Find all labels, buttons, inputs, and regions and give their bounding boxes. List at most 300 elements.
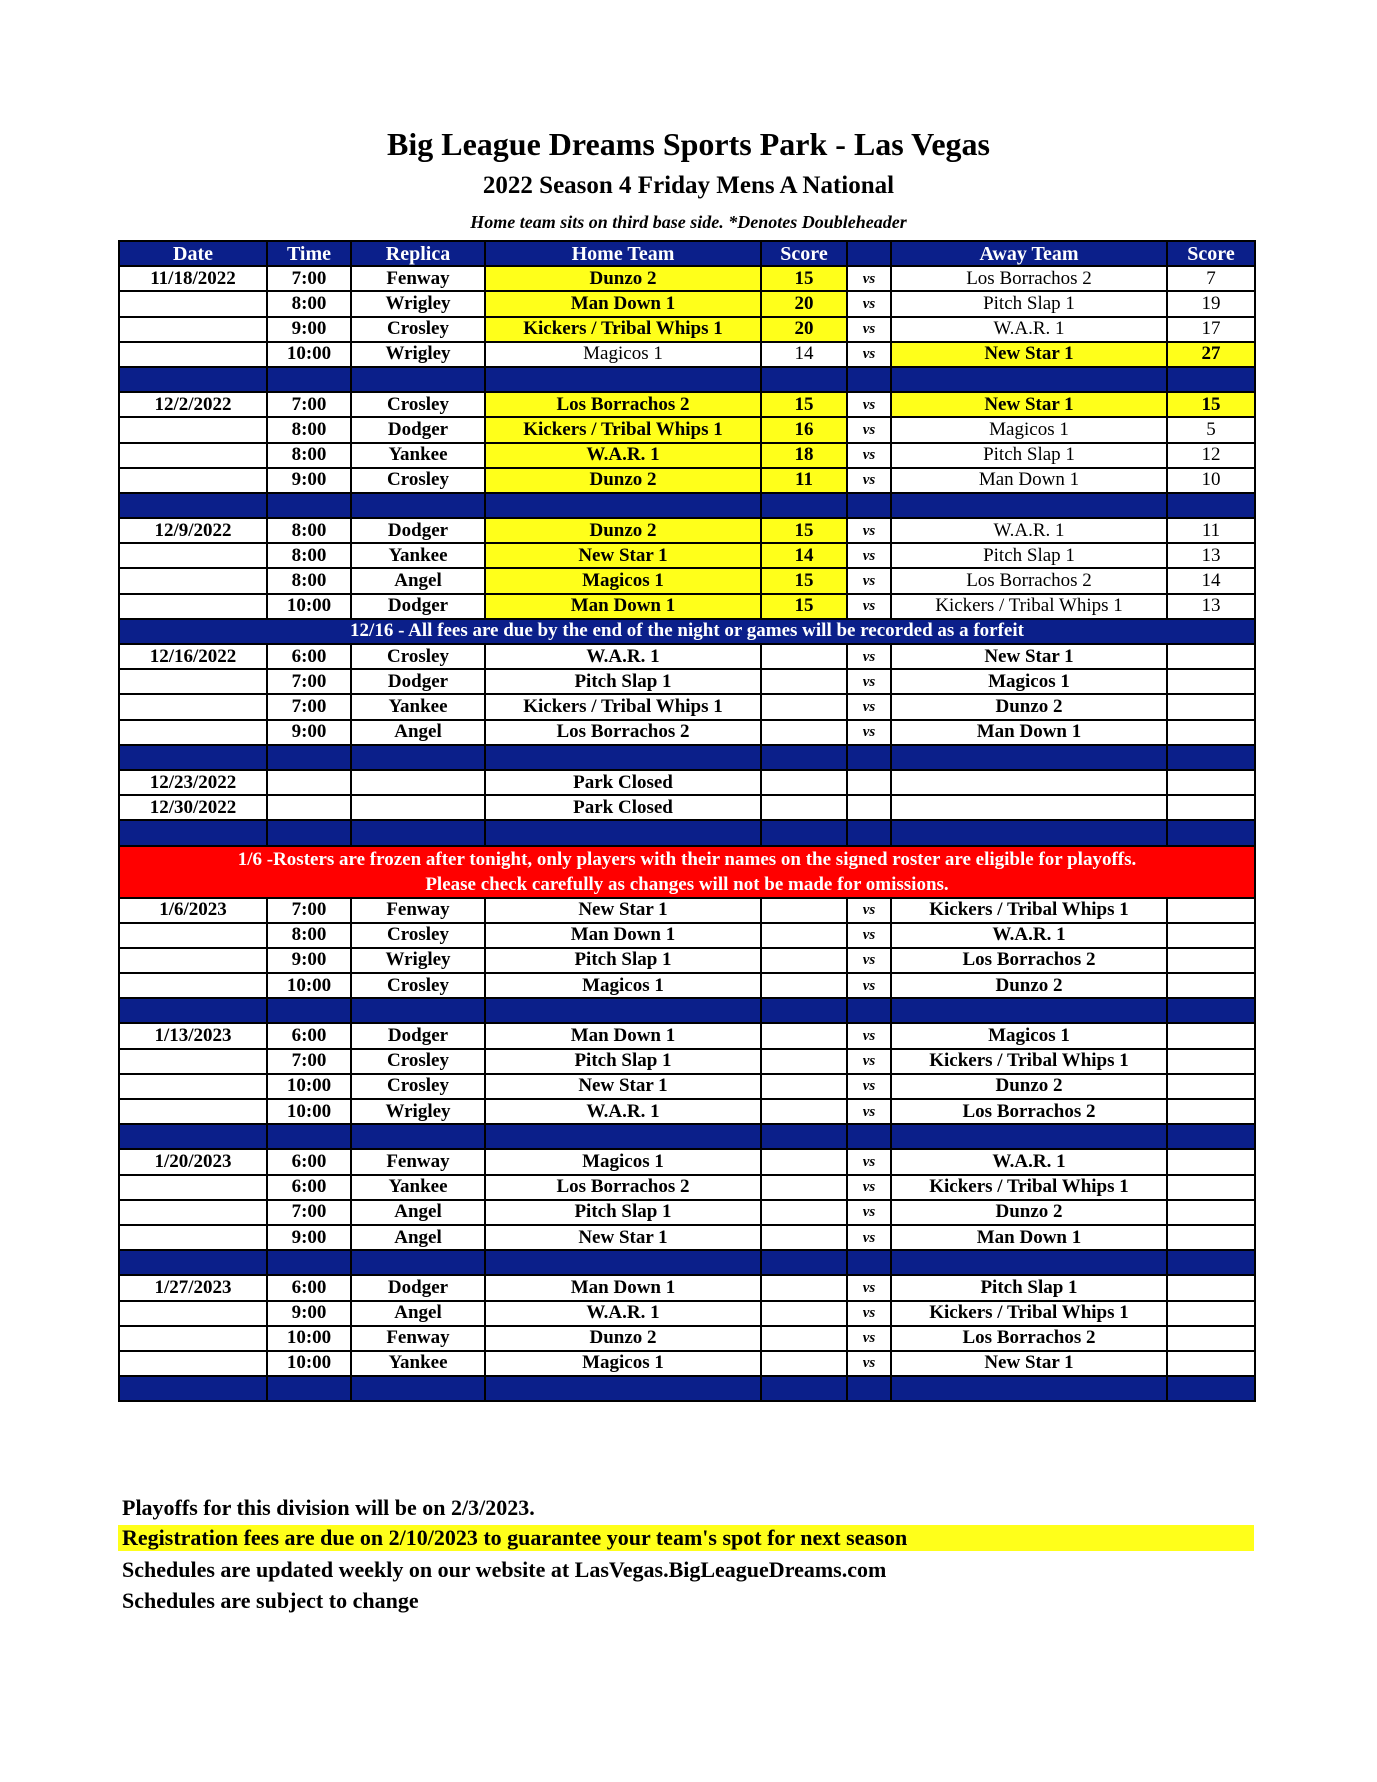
- home-team: Los Borrachos 2: [485, 392, 761, 417]
- vs-cell: vs: [847, 417, 891, 442]
- date-cell: [119, 1074, 267, 1099]
- home-team: Man Down 1: [485, 1275, 761, 1300]
- game-row: [119, 720, 1255, 745]
- separator-cell: [1167, 745, 1255, 770]
- home-score: 15: [761, 594, 847, 619]
- date-cell: [119, 923, 267, 948]
- vs-cell: vs: [847, 1225, 891, 1250]
- page-title: Big League Dreams Sports Park - Las Vegas: [387, 126, 990, 162]
- away-team: [891, 795, 1167, 820]
- alert-cell: [119, 846, 1255, 898]
- away-team: Pitch Slap 1: [891, 291, 1167, 316]
- time-cell: 10:00: [267, 1326, 351, 1351]
- field-cell: Yankee: [351, 543, 485, 568]
- away-team: Pitch Slap 1: [891, 543, 1167, 568]
- separator-cell: [119, 745, 267, 770]
- time-cell: 7:00: [267, 1200, 351, 1225]
- separator-cell: [267, 493, 351, 518]
- separator-cell: [1167, 820, 1255, 845]
- date-cell: [119, 291, 267, 316]
- vs-cell: vs: [847, 317, 891, 342]
- away-score: 5: [1167, 417, 1255, 442]
- separator-cell: [1167, 1250, 1255, 1275]
- separator-cell: [891, 367, 1167, 392]
- separator-cell: [761, 820, 847, 845]
- vs-cell: vs: [847, 1049, 891, 1074]
- away-score: 10: [1167, 468, 1255, 493]
- date-cell: [119, 1326, 267, 1351]
- home-score: 20: [761, 291, 847, 316]
- game-row: [119, 1099, 1255, 1124]
- field-cell: [351, 795, 485, 820]
- game-row: [119, 1175, 1255, 1200]
- time-cell: 9:00: [267, 1225, 351, 1250]
- away-score: [1167, 1326, 1255, 1351]
- home-team: Los Borrachos 2: [485, 720, 761, 745]
- home-score: [761, 1275, 847, 1300]
- away-team: Kickers / Tribal Whips 1: [891, 1301, 1167, 1326]
- separator-cell: [761, 998, 847, 1023]
- separator-row: [119, 1250, 1255, 1275]
- separator-cell: [761, 1250, 847, 1275]
- game-row: [119, 518, 1255, 543]
- game-row: [119, 1049, 1255, 1074]
- home-score: [761, 898, 847, 923]
- game-row: [119, 1074, 1255, 1099]
- header-home-team: Home Team: [485, 241, 761, 266]
- date-cell: [119, 1301, 267, 1326]
- home-score: [761, 694, 847, 719]
- separator-cell: [891, 745, 1167, 770]
- time-cell: 9:00: [267, 948, 351, 973]
- home-score: 15: [761, 266, 847, 291]
- date-cell: [119, 594, 267, 619]
- game-row: [119, 1200, 1255, 1225]
- home-score: 14: [761, 543, 847, 568]
- header-row: [119, 241, 1255, 266]
- vs-cell: vs: [847, 898, 891, 923]
- away-team: W.A.R. 1: [891, 518, 1167, 543]
- date-cell: [119, 568, 267, 593]
- game-row: [119, 1149, 1255, 1174]
- field-cell: Crosley: [351, 973, 485, 998]
- separator-cell: [351, 1124, 485, 1149]
- time-cell: [267, 795, 351, 820]
- field-cell: Wrigley: [351, 291, 485, 316]
- vs-cell: vs: [847, 266, 891, 291]
- date-cell: 1/6/2023: [119, 898, 267, 923]
- away-score: [1167, 720, 1255, 745]
- header-time: Time: [267, 241, 351, 266]
- separator-cell: [891, 1250, 1167, 1275]
- home-team: Pitch Slap 1: [485, 948, 761, 973]
- away-team: Magicos 1: [891, 669, 1167, 694]
- field-cell: Angel: [351, 1301, 485, 1326]
- field-cell: [351, 770, 485, 795]
- closed-row: [119, 770, 1255, 795]
- page-subtitle: 2022 Season 4 Friday Mens A National: [482, 172, 895, 199]
- home-score: 15: [761, 518, 847, 543]
- change-note: Schedules are subject to change: [122, 1588, 419, 1613]
- separator-cell: [485, 745, 761, 770]
- date-cell: [119, 669, 267, 694]
- date-cell: [119, 417, 267, 442]
- vs-cell: vs: [847, 1023, 891, 1048]
- separator-cell: [761, 1124, 847, 1149]
- away-team: New Star 1: [891, 342, 1167, 367]
- date-cell: 11/18/2022: [119, 266, 267, 291]
- time-cell: 8:00: [267, 443, 351, 468]
- separator-cell: [485, 367, 761, 392]
- time-cell: 8:00: [267, 923, 351, 948]
- time-cell: 7:00: [267, 694, 351, 719]
- separator-cell: [267, 820, 351, 845]
- separator-cell: [1167, 1124, 1255, 1149]
- home-score: [761, 770, 847, 795]
- away-team: New Star 1: [891, 1351, 1167, 1376]
- vs-cell: vs: [847, 1074, 891, 1099]
- vs-cell: vs: [847, 1301, 891, 1326]
- field-cell: Crosley: [351, 923, 485, 948]
- time-cell: 7:00: [267, 1049, 351, 1074]
- field-cell: Dodger: [351, 1023, 485, 1048]
- away-score: 14: [1167, 568, 1255, 593]
- game-row: [119, 594, 1255, 619]
- home-team: Pitch Slap 1: [485, 1049, 761, 1074]
- home-score: [761, 973, 847, 998]
- game-row: [119, 266, 1255, 291]
- separator-row: [119, 493, 1255, 518]
- game-row: [119, 342, 1255, 367]
- away-score: [1167, 1175, 1255, 1200]
- time-cell: 8:00: [267, 568, 351, 593]
- field-cell: Wrigley: [351, 948, 485, 973]
- header-replica: Replica: [351, 241, 485, 266]
- field-cell: Yankee: [351, 1351, 485, 1376]
- away-score: [1167, 1200, 1255, 1225]
- vs-cell: vs: [847, 291, 891, 316]
- vs-cell: vs: [847, 543, 891, 568]
- header-away-score: Score: [1167, 241, 1255, 266]
- date-cell: [119, 1049, 267, 1074]
- separator-row: [119, 998, 1255, 1023]
- game-row: [119, 1351, 1255, 1376]
- home-score: [761, 923, 847, 948]
- home-score: [761, 1351, 847, 1376]
- away-score: 12: [1167, 443, 1255, 468]
- home-team: Kickers / Tribal Whips 1: [485, 317, 761, 342]
- away-score: [1167, 898, 1255, 923]
- away-team: Los Borrachos 2: [891, 1326, 1167, 1351]
- home-team: Kickers / Tribal Whips 1: [485, 417, 761, 442]
- away-score: 7: [1167, 266, 1255, 291]
- home-team: New Star 1: [485, 543, 761, 568]
- field-cell: Wrigley: [351, 342, 485, 367]
- away-team: Kickers / Tribal Whips 1: [891, 898, 1167, 923]
- home-score: [761, 1099, 847, 1124]
- home-team: Magicos 1: [485, 973, 761, 998]
- date-cell: [119, 468, 267, 493]
- away-score: 15: [1167, 392, 1255, 417]
- home-team: Dunzo 2: [485, 518, 761, 543]
- separator-cell: [485, 998, 761, 1023]
- separator-cell: [485, 493, 761, 518]
- separator-cell: [847, 1376, 891, 1401]
- separator-row: [119, 745, 1255, 770]
- date-cell: [119, 1099, 267, 1124]
- home-team: New Star 1: [485, 1074, 761, 1099]
- home-team: Magicos 1: [485, 342, 761, 367]
- time-cell: 10:00: [267, 594, 351, 619]
- home-team: Man Down 1: [485, 923, 761, 948]
- separator-cell: [761, 493, 847, 518]
- vs-cell: vs: [847, 1351, 891, 1376]
- time-cell: 8:00: [267, 518, 351, 543]
- notice-row: [119, 619, 1255, 644]
- away-score: 19: [1167, 291, 1255, 316]
- away-score: [1167, 644, 1255, 669]
- home-score: [761, 795, 847, 820]
- separator-cell: [267, 1124, 351, 1149]
- vs-cell: vs: [847, 1149, 891, 1174]
- home-team: W.A.R. 1: [485, 1099, 761, 1124]
- away-team: [891, 770, 1167, 795]
- separator-row: [119, 820, 1255, 845]
- time-cell: 6:00: [267, 1175, 351, 1200]
- game-row: [119, 694, 1255, 719]
- vs-cell: vs: [847, 594, 891, 619]
- separator-cell: [351, 1376, 485, 1401]
- time-cell: 10:00: [267, 1099, 351, 1124]
- home-score: 15: [761, 392, 847, 417]
- away-score: [1167, 770, 1255, 795]
- game-row: [119, 1301, 1255, 1326]
- home-score: [761, 1301, 847, 1326]
- date-cell: [119, 1200, 267, 1225]
- vs-cell: vs: [847, 1200, 891, 1225]
- header-home-score: Score: [761, 241, 847, 266]
- away-score: 13: [1167, 594, 1255, 619]
- vs-cell: vs: [847, 694, 891, 719]
- schedule-table: [118, 240, 1256, 1402]
- home-team: Dunzo 2: [485, 266, 761, 291]
- home-team: Dunzo 2: [485, 1326, 761, 1351]
- separator-cell: [351, 367, 485, 392]
- home-score: [761, 1074, 847, 1099]
- time-cell: 8:00: [267, 291, 351, 316]
- field-cell: Yankee: [351, 694, 485, 719]
- away-team: Magicos 1: [891, 417, 1167, 442]
- date-cell: [119, 973, 267, 998]
- separator-cell: [1167, 1376, 1255, 1401]
- away-team: Man Down 1: [891, 468, 1167, 493]
- home-team: Man Down 1: [485, 291, 761, 316]
- home-team: Pitch Slap 1: [485, 669, 761, 694]
- away-team: Kickers / Tribal Whips 1: [891, 1175, 1167, 1200]
- field-cell: Crosley: [351, 317, 485, 342]
- separator-cell: [1167, 367, 1255, 392]
- field-cell: Crosley: [351, 1049, 485, 1074]
- date-cell: 12/2/2022: [119, 392, 267, 417]
- vs-cell: vs: [847, 342, 891, 367]
- away-score: [1167, 1099, 1255, 1124]
- home-team: Man Down 1: [485, 594, 761, 619]
- home-score: [761, 1175, 847, 1200]
- away-score: [1167, 1225, 1255, 1250]
- game-row: [119, 468, 1255, 493]
- date-cell: [119, 720, 267, 745]
- time-cell: 7:00: [267, 266, 351, 291]
- separator-cell: [267, 998, 351, 1023]
- time-cell: 6:00: [267, 1023, 351, 1048]
- separator-cell: [267, 745, 351, 770]
- away-team: Dunzo 2: [891, 694, 1167, 719]
- separator-cell: [847, 1250, 891, 1275]
- separator-cell: [267, 1376, 351, 1401]
- home-score: [761, 644, 847, 669]
- away-score: 27: [1167, 342, 1255, 367]
- vs-cell: vs: [847, 1275, 891, 1300]
- separator-cell: [1167, 998, 1255, 1023]
- away-score: 17: [1167, 317, 1255, 342]
- home-score: [761, 1326, 847, 1351]
- date-cell: [119, 443, 267, 468]
- separator-cell: [485, 1250, 761, 1275]
- field-cell: Fenway: [351, 1326, 485, 1351]
- game-row: [119, 392, 1255, 417]
- time-cell: 6:00: [267, 644, 351, 669]
- home-score: 18: [761, 443, 847, 468]
- time-cell: 7:00: [267, 392, 351, 417]
- away-score: [1167, 1149, 1255, 1174]
- home-score: 16: [761, 417, 847, 442]
- field-cell: Wrigley: [351, 1099, 485, 1124]
- date-cell: [119, 948, 267, 973]
- separator-cell: [485, 1376, 761, 1401]
- home-score: [761, 948, 847, 973]
- field-cell: Fenway: [351, 266, 485, 291]
- away-score: 13: [1167, 543, 1255, 568]
- away-score: 11: [1167, 518, 1255, 543]
- time-cell: 6:00: [267, 1149, 351, 1174]
- separator-cell: [351, 745, 485, 770]
- field-cell: Crosley: [351, 644, 485, 669]
- game-row: [119, 317, 1255, 342]
- separator-cell: [351, 820, 485, 845]
- closed-label: Park Closed: [485, 795, 761, 820]
- home-score: [761, 1149, 847, 1174]
- field-cell: Angel: [351, 568, 485, 593]
- vs-cell: vs: [847, 392, 891, 417]
- separator-cell: [267, 1250, 351, 1275]
- home-team: New Star 1: [485, 1225, 761, 1250]
- separator-cell: [119, 367, 267, 392]
- separator-cell: [761, 745, 847, 770]
- home-score: [761, 1200, 847, 1225]
- date-cell: [119, 543, 267, 568]
- separator-cell: [891, 1376, 1167, 1401]
- notice-text: 12/16 - All fees are due by the end of the night or games will be recorded as a forfeit: [119, 619, 1255, 644]
- separator-cell: [119, 820, 267, 845]
- home-score: [761, 669, 847, 694]
- away-team: Magicos 1: [891, 1023, 1167, 1048]
- away-score: [1167, 1351, 1255, 1376]
- away-score: [1167, 973, 1255, 998]
- game-row: [119, 923, 1255, 948]
- vs-cell: vs: [847, 948, 891, 973]
- vs-cell: [847, 770, 891, 795]
- separator-cell: [761, 1376, 847, 1401]
- time-cell: 9:00: [267, 317, 351, 342]
- away-team: Pitch Slap 1: [891, 443, 1167, 468]
- home-team: Magicos 1: [485, 1149, 761, 1174]
- away-team: Los Borrachos 2: [891, 1099, 1167, 1124]
- time-cell: 7:00: [267, 898, 351, 923]
- playoffs-note: Playoffs for this division will be on 2/3/2023.: [122, 1495, 535, 1520]
- away-team: Kickers / Tribal Whips 1: [891, 594, 1167, 619]
- header-away-team: Away Team: [891, 241, 1167, 266]
- away-score: [1167, 1074, 1255, 1099]
- time-cell: 10:00: [267, 342, 351, 367]
- away-team: Pitch Slap 1: [891, 1275, 1167, 1300]
- header-vs-blank: [847, 241, 891, 266]
- game-row: [119, 1225, 1255, 1250]
- home-team: W.A.R. 1: [485, 1301, 761, 1326]
- vs-cell: [847, 795, 891, 820]
- alert-text-line2: Please check carefully as changes will not be made for omissions.: [425, 873, 949, 895]
- game-row: [119, 644, 1255, 669]
- field-cell: Dodger: [351, 669, 485, 694]
- field-cell: Crosley: [351, 392, 485, 417]
- home-score: [761, 720, 847, 745]
- field-cell: Fenway: [351, 1149, 485, 1174]
- separator-cell: [891, 493, 1167, 518]
- separator-cell: [351, 998, 485, 1023]
- home-team: Magicos 1: [485, 1351, 761, 1376]
- time-cell: 9:00: [267, 720, 351, 745]
- field-cell: Dodger: [351, 594, 485, 619]
- away-team: Los Borrachos 2: [891, 266, 1167, 291]
- separator-cell: [1167, 493, 1255, 518]
- game-row: [119, 948, 1255, 973]
- separator-cell: [891, 820, 1167, 845]
- separator-cell: [485, 820, 761, 845]
- field-cell: Angel: [351, 720, 485, 745]
- away-team: Dunzo 2: [891, 1200, 1167, 1225]
- time-cell: [267, 770, 351, 795]
- field-cell: Yankee: [351, 1175, 485, 1200]
- time-cell: 8:00: [267, 543, 351, 568]
- away-score: [1167, 1023, 1255, 1048]
- separator-cell: [891, 1124, 1167, 1149]
- away-team: W.A.R. 1: [891, 317, 1167, 342]
- date-cell: 1/13/2023: [119, 1023, 267, 1048]
- away-team: New Star 1: [891, 392, 1167, 417]
- schedule-note: Home team sits on third base side. *Denotes Doubleheader: [470, 212, 907, 232]
- home-score: 20: [761, 317, 847, 342]
- separator-row: [119, 367, 1255, 392]
- away-team: Los Borrachos 2: [891, 948, 1167, 973]
- date-cell: 12/30/2022: [119, 795, 267, 820]
- away-team: Dunzo 2: [891, 1074, 1167, 1099]
- time-cell: 10:00: [267, 973, 351, 998]
- vs-cell: vs: [847, 468, 891, 493]
- home-team: Kickers / Tribal Whips 1: [485, 694, 761, 719]
- alert-text-line1: 1/6 -Rosters are frozen after tonight, only players with their names on the signed roster are eligible for playoffs.: [237, 848, 1137, 870]
- field-cell: Angel: [351, 1200, 485, 1225]
- separator-cell: [485, 1124, 761, 1149]
- time-cell: 8:00: [267, 417, 351, 442]
